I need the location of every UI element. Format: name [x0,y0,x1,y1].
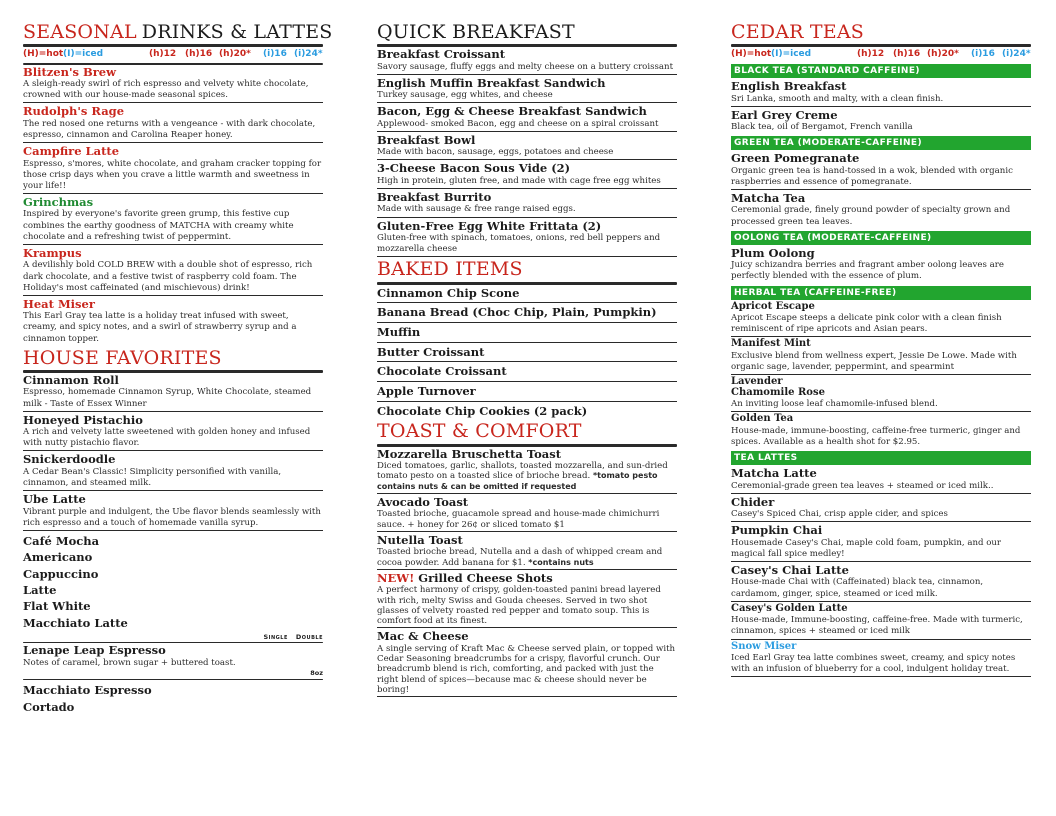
menu-item: Casey's Chai Latte House-made Chai with (Caffeinated) black tea, cinnamon, cardamom, ginger, spice, steamed or iced milk. [731,563,1031,602]
column-breakfast-baked-toast [377,22,677,698]
category-bar-tea-lattes: TEA LATTES [731,451,1031,465]
menu-item: Nutella Toast Toasted brioche bread, Nutella and a dash of whipped cream and cocoa powder. Add banana for $1. *contains nuts [377,533,677,570]
section-title-seasonal: SEASONAL DRINKS & LATTES [23,21,333,43]
section-title-teas: CEDAR TEAS [731,21,864,43]
size-legend: (H)=hot (I)=iced (h)12 (h)16 (h)20* (i)16 (i)24* [23,49,323,60]
menu-item: Campfire Latte Espresso, s'mores, white chocolate, and graham cracker topping for those crisp days when you crave a little warmth and sweetness in your life!! [23,144,323,194]
menu-item: Matcha Latte Ceremonial-grade green tea leaves + steamed or iced milk.. [731,466,1031,494]
baked-item: Chocolate Croissant [377,363,677,382]
menu-item: Lavender Chamomile Rose An inviting loose leaf chamomile-infused blend. [731,376,1031,412]
menu-item: Lenape Leap Espresso Notes of caramel, brown sugar + buttered toast. [23,643,236,668]
menu-item: Snow Miser Iced Earl Gray tea latte combines sweet, creamy, and spicy notes with an infusion of blueberry for a cool, indulgent holiday treat. [731,641,1031,678]
menu-item: Breakfast Croissant Savory sausage, fluffy eggs and melty cheese on a buttery croissant [377,47,677,75]
menu-item: English Muffin Breakfast Sandwich Turkey sausage, egg whites, and cheese [377,76,677,104]
menu-item: Manifest Mint Exclusive blend from wellness expert, Jessie De Lowe. Made with organic sage, lavender, peppermint, and spearmint [731,338,1031,375]
menu-item: Mac & Cheese A single serving of Kraft Mac & Cheese served plain, or topped with Cedar Seasoning breadcrumbs for a crispy, flavorful crunch. Our breadcrumb blend is rich, comforting, and packed with just the right blend of spices—because mac & cheese should never be boring! [377,629,677,697]
baked-item: Chocolate Chip Cookies (2 pack) [377,403,588,418]
menu-item: Snickerdoodle A Cedar Bean's Classic! Simplicity personified with vanilla, cinnamon, and steamed milk. [23,452,323,491]
baked-item: Muffin [377,324,677,343]
menu-item: Avocado Toast Toasted brioche, guacamole spread and house-made chimichurri sauce. + honey for 26¢ or sliced tomato $1 [377,495,677,532]
menu-item: Breakfast Burrito Made with sausage & free range raised eggs. [377,190,677,218]
baked-item: Butter Croissant [377,344,677,363]
category-bar-oolong-tea: OOLONG TEA (MODERATE-CAFFEINE) [731,231,1031,245]
menu-item: Pumpkin Chai Housemade Casey's Chai, maple cold foam, pumpkin, and our magical fall spice medley! [731,523,1031,562]
baked-item: Apple Turnover [377,383,677,402]
menu-item: Blitzen's Brew A sleigh-ready swirl of rich espresso and velvety white chocolate, crowned with our house-made seasonal spices. [23,65,323,104]
menu-item: Apricot Escape Apricot Escape steeps a delicate pink color with a clean finish reminiscent of ripe apricots and Asian pears. [731,301,1031,338]
menu-item: Golden Tea House-made, immune-boosting, caffeine-free turmeric, ginger and spices. Available as a health shot for $2.95. [731,413,1021,448]
section-rule [23,679,323,681]
baked-item: Banana Bread (Choc Chip, Plain, Pumpkin) [377,304,677,323]
menu-item: Rudolph's Rage The red nosed one returns with a vengeance - with dark chocolate, espresso, cinnamon and Carolina Reaper honey. [23,104,323,143]
menu-item: Earl Grey Creme Black tea, oil of Bergamot, French vanilla [731,107,913,133]
menu-item: Gluten-Free Egg White Frittata (2) Gluten-free with spinach, tomatoes, onions, red bell peppers and mozzarella cheese [377,219,677,258]
menu-item: Mozzarella Bruschetta Toast Diced tomatoes, garlic, shallots, toasted mozzarella, and sun-dried tomato pesto on a toasted slice of brioche bread. *tomato pesto contains nuts & can be omitted if requested [377,447,677,494]
baked-item: Cinnamon Chip Scone [377,285,677,304]
espresso-sizes: Single Double [263,632,323,641]
menu-item: Heat Miser This Earl Gray tea latte is a holiday treat infused with sweet, creamy, and spicy notes, and a swirl of strawberry syrup and a cinnamon topper. [23,296,297,344]
category-bar-herbal-tea: HERBAL TEA (CAFFEINE-FREE) [731,286,1031,300]
section-title-house: HOUSE FAVORITES [23,346,222,369]
section-title-toast: TOAST & COMFORT [377,420,582,443]
size-legend: (H)=hot (I)=iced (h)12 (h)16 (h)20* (i)16 (i)24* [731,49,1031,60]
menu-item: NEW! Grilled Cheese Shots A perfect harmony of crispy, golden-toasted panini bread layered with rich, melty Swiss and Gouda cheeses. Served in two shot glasses of velvety roasted red pepper and tomato soup. This is comfort food at its finest. [377,571,677,629]
menu-item: Green Pomegranate Organic green tea is hand-tossed in a wok, blended with organic raspberries and essence of pomegranate. [731,151,1031,190]
category-bar-black-tea: BLACK TEA (STANDARD CAFFEINE) [731,64,1031,78]
menu-item: Matcha Tea Ceremonial grade, finely ground powder of specialty grown and processed green tea leaves. [731,191,1011,227]
menu-item: Bacon, Egg & Cheese Breakfast Sandwich Applewood- smoked Bacon, egg and cheese on a spiral croissant [377,104,677,132]
menu-item: Krampus A devilishly bold COLD BREW with a double shot of espresso, rich dark chocolate, and a festive twist of raspberry cold foam. The Holiday's most caffeinated (and mischievous) drink! [23,246,323,296]
section-rule [23,44,323,47]
section-title-breakfast: QUICK BREAKFAST [377,21,575,43]
menu-item: Cinnamon Roll Espresso, homemade Cinnamon Syrup, White Chocolate, steamed milk - Taste of Essex Winner [23,373,323,412]
column-seasonal-house: SEASONAL DRINKS & LATTES (H)=hot (I)=iced (h)12 (h)16 (h)20* (i)16 (i)24* Blitzen's Brew A sleigh-ready swirl of rich espresso and velvety white chocolate, crowned with our house-made seasonal spices. Rudolph's Rage The red nosed one returns with a vengeance - with dark chocolate, espresso, cinnamon and Carolina Reaper honey. Campfire Latte Espresso, s'mores, white chocolate, and graham cracker topping for those crisp days when you crave a little warmth and sweetness in your life!! Grinchmas Inspired by everyone's favorite green grump, this festive cup combines the earthy goodness of MATCHA with creamy white chocolate and a refreshing twist of peppermint. Krampus A devilishly bold COLD BREW with a double shot of espresso, rich dark chocolate, and a festive twist of raspberry cold foam. The Holiday's most caffeinated (and mischievous) drink! Heat Miser This Earl Gray tea latte is a holiday treat infused with sweet, creamy, and spicy notes, and a swirl of strawberry syrup and a cinnamon topper. HOUSE FAVORITES Cinnamon Roll Espresso, homemade Cinnamon Syrup, White Chocolate, steamed milk - Taste of Essex Winner Honeyed Pistachio A rich and velvety latte sweetened with golden honey and infused with nutty pistachio flavor. Snickerdoodle A Cedar Bean's Classic! Simplicity personified with vanilla, cinnamon, and steamed milk. Ube Latte Vibrant purple and indulgent, the Ube flavor blends seamlessly with rich espresso and a touch of homemade vanilla syrup. Café Mocha Americano Cappuccino Latte Flat White Macchiato Latte Single Double Lenape Leap Espresso Notes of caramel, brown sugar + buttered toast. 8oz Macchiato Espresso Cortado [23,21,333,714]
classic-drinks: Café Mocha Americano Cappuccino Latte Flat White Macchiato Latte [23,533,128,630]
menu-item: Breakfast Bowl Made with bacon, sausage, eggs, potatoes and cheese [377,133,677,161]
menu-item: Chider Casey's Spiced Chai, crisp apple cider, and spices [731,495,1031,523]
column-cedar-teas [731,22,1031,678]
section-title-baked: BAKED ITEMS [377,258,523,281]
menu-item: 3-Cheese Bacon Sous Vide (2) High in protein, gluten free, and made with cage free egg whites [377,161,677,189]
menu-item: Grinchmas Inspired by everyone's favorite green grump, this festive cup combines the earthy goodness of MATCHA with creamy white chocolate and a refreshing twist of peppermint. [23,195,323,245]
new-badge: NEW! [377,570,415,585]
menu-item: Honeyed Pistachio A rich and velvety latte sweetened with golden honey and infused with nutty pistachio flavor. [23,413,323,452]
oz-label: 8oz [310,668,323,677]
category-bar-green-tea: GREEN TEA (MODERATE-CAFFEINE) [731,136,1031,150]
menu-item: Ube Latte Vibrant purple and indulgent, the Ube flavor blends seamlessly with rich espresso and a touch of homemade vanilla syrup. [23,492,323,531]
menu-item: Plum Oolong Juicy schizandra berries and fragrant amber oolong leaves are perfectly blended with the essence of plum. [731,245,1004,282]
menu-item: Casey's Golden Latte House-made, Immune-boosting, caffeine-free. Made with turmeric, cinnamon, spices + steamed or iced milk [731,603,1031,640]
section-rule [731,44,1031,47]
menu-item: English Breakfast Sri Lanka, smooth and malty, with a clean finish. [731,79,1031,107]
